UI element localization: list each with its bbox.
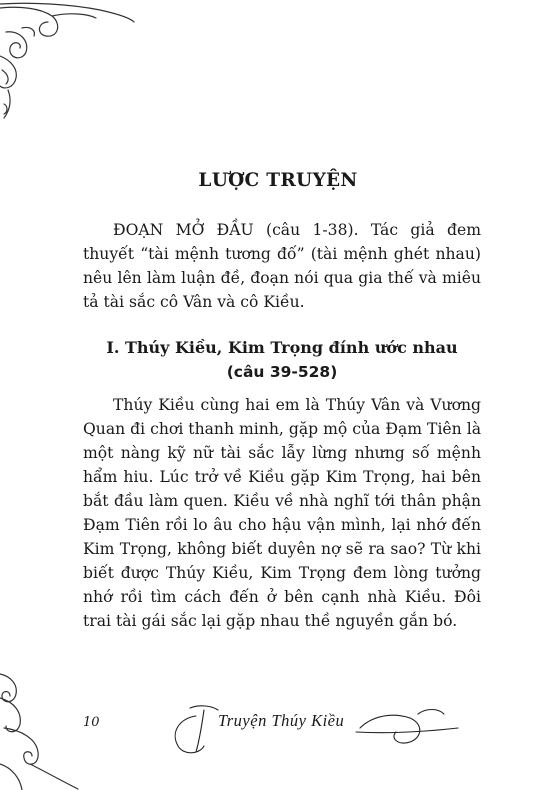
chapter-title: LƯỢC TRUYỆN [198,170,358,191]
corner-swirl-ornament-icon [0,0,135,120]
corner-swirl-ornament-icon [0,668,80,790]
section-verse-range: (câu 39-528) [226,363,338,381]
running-title: Truyện Thúy Kiều [218,711,345,730]
intro-paragraph: ĐOẠN MỞ ĐẦU (câu 1-38). Tác giả đem thuyết “tài mệnh tương đố” (tài mệnh ghét nhau) nêu lên làm luận đề, đoạn nói qua gia thế và miêu tả tài sắc cô Vân và cô Kiều. [83,221,481,311]
section-heading [83,336,481,384]
page-number: 10 [83,715,100,730]
section-heading-text: I. Thúy Kiều, Kim Trọng đính ước nhau [106,338,458,357]
section-body-paragraph: Thúy Kiều cùng hai em là Thúy Vân và Vương Quan đi chơi thanh minh, gặp mộ của Đạm Tiên là một nàng kỹ nữ tài sắc lẫy lừng nhưng số mệnh hẩm hiu. Lúc trở về Kiều gặp Kim Trọng, hai bên bắt đầu làm quen. Kiều về nhà nghĩ tới thân phận Đạm Tiên rồi lo âu cho hậu vận mình, lại nhớ đến Kim Trọng, không biết duyên nợ sẽ ra sao? Từ khi biết được Thúy Kiều, Kim Trọng đem lòng tưởng nhớ rồi tìm cách đến ở bên cạnh nhà Kiều. Đôi trai tài gái sắc lại gặp nhau thề nguyền gắn bó. [83,396,481,630]
